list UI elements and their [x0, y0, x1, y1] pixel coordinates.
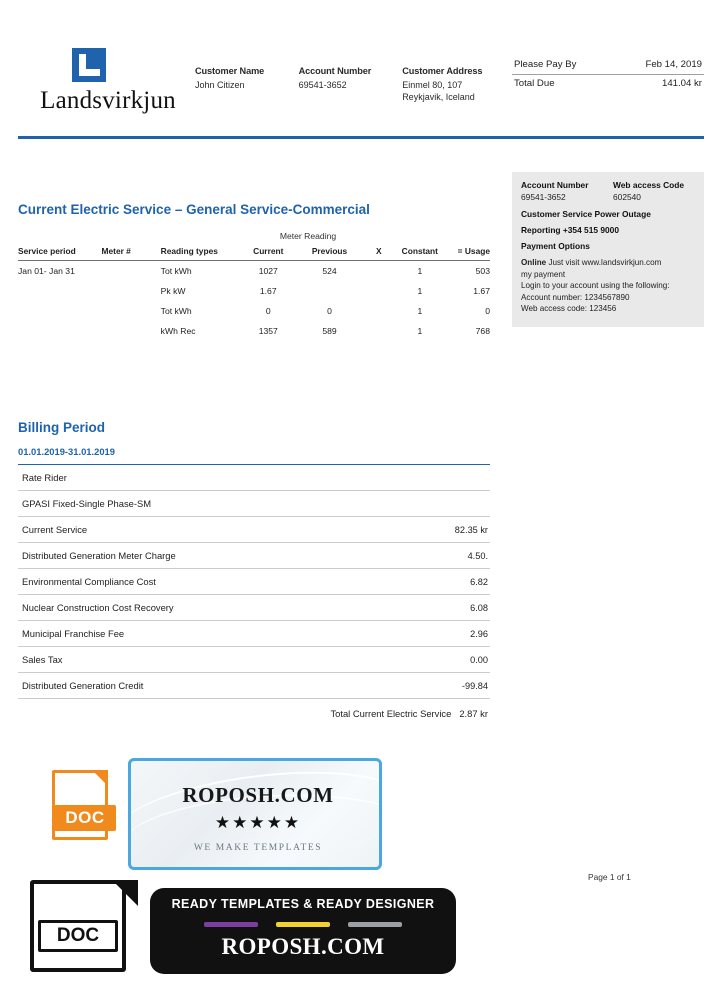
- col-multiplier: X: [361, 244, 396, 261]
- table-row: [18, 301, 490, 321]
- cell-meter: [102, 301, 161, 321]
- billing-total-label: Total Current Electric Service: [330, 708, 452, 719]
- landsvirkjun-logo-icon: [72, 48, 106, 82]
- panel-account-number-line: Account number: 1234567890: [521, 292, 630, 302]
- billing-line-label: Environmental Compliance Cost: [22, 576, 156, 587]
- header-divider: [18, 136, 704, 139]
- please-pay-by-value: Feb 14, 2019: [645, 59, 702, 70]
- bar-grey: [348, 922, 402, 927]
- star-rating-icon: ★★★★★: [214, 813, 302, 832]
- col-constant: Constant: [396, 244, 443, 261]
- billing-period-section: [18, 420, 490, 719]
- customer-address-line2: Reykjavik, Iceland: [402, 92, 475, 102]
- billing-total-row: [18, 699, 490, 719]
- online-text: Just visit www.landsvirkjun.com: [548, 258, 662, 267]
- billing-line-amount: 2.96: [470, 628, 488, 639]
- panel-web-access-line: Web access code: 123456: [521, 304, 617, 313]
- meter-reading-label: Meter Reading: [279, 231, 337, 241]
- cell-meter: [102, 281, 161, 301]
- billing-line-item: [18, 569, 490, 595]
- cell-previous: 0: [327, 306, 332, 316]
- reporting-line: Reporting +354 515 9000: [521, 225, 619, 235]
- cell-usage: 503: [475, 266, 490, 276]
- cell-current: 1027: [258, 266, 278, 276]
- cell-current: 0: [265, 306, 271, 316]
- cell-service-period: Jan 01- Jan 31: [18, 266, 75, 276]
- billing-line-label: Current Service: [22, 524, 88, 535]
- cell-usage: 0: [485, 306, 490, 316]
- billing-line-amount: 6.82: [470, 576, 488, 587]
- online-payment-text: [521, 257, 695, 269]
- cell-previous: 524: [322, 266, 337, 276]
- cell-constant: 1: [417, 306, 423, 316]
- current-electric-service-section: [18, 202, 490, 341]
- cell-meter: [102, 321, 161, 341]
- customer-address-line1: Einmel 80, 107: [402, 80, 463, 90]
- account-number-col: [299, 66, 391, 103]
- customer-name-value: John Citizen: [195, 80, 245, 90]
- billing-line-label: Distributed Generation Meter Charge: [22, 550, 176, 561]
- billing-line-item: [18, 543, 490, 569]
- please-pay-by-label: Please Pay By: [514, 59, 577, 70]
- watermark-ready-banner: [150, 888, 456, 974]
- cell-reading-type: Tot kWh: [160, 266, 192, 276]
- invoice-header: [0, 38, 720, 138]
- doc-file-orange-icon: [52, 770, 118, 844]
- billing-line-label: Distributed Generation Credit: [22, 680, 144, 691]
- billing-line-item: [18, 517, 490, 543]
- billing-line-item: [18, 621, 490, 647]
- company-name: Landsvirkjun: [40, 87, 176, 114]
- col-reading-types: Reading types: [161, 244, 239, 261]
- customer-name-col: [195, 66, 287, 103]
- billing-line-amount: 82.35 kr: [454, 524, 488, 535]
- total-due-label: Total Due: [514, 78, 555, 89]
- billing-line-label: Nuclear Construction Cost Recovery: [22, 602, 174, 613]
- account-number-value: 69541-3652: [298, 80, 347, 90]
- section-title-billing: Billing Period: [18, 420, 106, 435]
- customer-address-label: Customer Address: [402, 66, 483, 76]
- cell-x: [361, 301, 396, 321]
- payment-summary-box: [512, 56, 704, 92]
- billing-total-amount: 2.87 kr: [459, 708, 488, 719]
- customer-address-col: [402, 66, 505, 103]
- billing-line-item: [18, 673, 490, 699]
- cell-service-period: [18, 321, 102, 341]
- payment-options-label: Payment Options: [521, 241, 590, 251]
- doc-file-black-icon: [30, 880, 138, 976]
- online-label: Online: [521, 258, 547, 267]
- table-row: [18, 281, 490, 301]
- total-due-amount: 141.04: [661, 78, 692, 89]
- cell-current: 1357: [258, 326, 278, 336]
- cell-x: [361, 321, 396, 341]
- panel-account-number-label: Account Number: [521, 180, 589, 190]
- bar-yellow: [276, 922, 330, 927]
- account-number-label: Account Number: [298, 66, 372, 76]
- stamp-title: ROPOSH.COM: [182, 783, 334, 807]
- billing-line-label: Sales Tax: [22, 654, 63, 665]
- company-logo-block: [18, 48, 198, 115]
- cell-x: [361, 281, 396, 301]
- col-previous: Previous: [298, 244, 361, 261]
- cell-service-period: [18, 281, 102, 301]
- cell-reading-type: Tot kWh: [160, 306, 192, 316]
- panel-account-number-value: 69541-3652: [521, 192, 566, 202]
- cell-current: 1.67: [259, 286, 277, 296]
- banner-title: READY TEMPLATES & READY DESIGNER: [171, 897, 435, 911]
- doc-icon-black-label: DOC: [38, 920, 118, 952]
- section-title-service: Current Electric Service – General Service-Commercial: [18, 202, 370, 217]
- stamp-subtitle: WE MAKE TEMPLATES: [193, 843, 323, 853]
- cell-usage: 768: [475, 326, 490, 336]
- account-panel-value-row: [521, 192, 695, 202]
- billing-line-amount: -99.84: [461, 680, 488, 691]
- cell-x: [361, 261, 396, 282]
- billing-line-label: GPASI Fixed-Single Phase-SM: [22, 498, 152, 509]
- total-due-currency: kr: [694, 78, 702, 89]
- doc-fold-shape: [92, 770, 108, 786]
- billing-date-range: 01.01.2019-31.01.2019: [18, 446, 490, 465]
- col-current: Current: [239, 244, 298, 261]
- please-pay-by-row: [512, 56, 704, 75]
- meter-table-header-row: [18, 244, 490, 261]
- panel-web-access-label: Web access Code: [613, 180, 685, 190]
- my-payment-text: my payment: [521, 269, 566, 279]
- page-number: Page 1 of 1: [588, 872, 631, 882]
- panel-web-access-value: 602540: [613, 192, 641, 202]
- billing-line-label: Municipal Franchise Fee: [22, 628, 125, 639]
- banner-color-bars: [150, 922, 456, 927]
- cell-reading-type: kWh Rec: [160, 326, 196, 336]
- customer-name-label: Customer Name: [195, 66, 265, 76]
- customer-info: [195, 66, 505, 103]
- billing-line-amount: 6.08: [470, 602, 488, 613]
- table-row: [18, 261, 490, 282]
- cell-constant: 1: [417, 266, 423, 276]
- cell-previous: 589: [322, 326, 337, 336]
- billing-line-item: [18, 491, 490, 517]
- account-panel-header-row: [521, 180, 695, 190]
- col-meter-number: Meter #: [102, 244, 161, 261]
- cell-meter: [102, 261, 161, 282]
- cell-constant: 1: [417, 286, 423, 296]
- billing-line-amount: 0.00: [470, 654, 488, 665]
- doc-fold-shape: [112, 880, 138, 906]
- cell-constant: 1: [417, 326, 423, 336]
- total-due-row: [512, 75, 704, 92]
- billing-line-amount: 4.50.: [467, 550, 488, 561]
- billing-line-item: [18, 465, 490, 491]
- col-usage: = Usage: [443, 244, 490, 261]
- account-info-panel: [512, 172, 704, 327]
- doc-icon-orange-label: DOC: [54, 805, 116, 831]
- billing-line-label: Rate Rider: [22, 472, 67, 483]
- cell-service-period: [18, 301, 102, 321]
- billing-line-item: [18, 647, 490, 673]
- banner-subtitle: ROPOSH.COM: [221, 934, 385, 959]
- meter-table: [18, 244, 490, 341]
- watermark-stamp-card: [128, 758, 382, 870]
- bar-purple: [204, 922, 258, 927]
- cell-reading-type: Pk kW: [160, 286, 186, 296]
- total-due-value: [662, 78, 702, 89]
- login-instructions: Login to your account using the following:: [521, 281, 670, 290]
- cell-previous: [298, 281, 361, 301]
- customer-service-line: Customer Service Power Outage: [521, 209, 651, 219]
- billing-line-item: [18, 595, 490, 621]
- table-row: [18, 321, 490, 341]
- col-service-period: Service period: [18, 244, 102, 261]
- cell-usage: 1.67: [473, 286, 490, 296]
